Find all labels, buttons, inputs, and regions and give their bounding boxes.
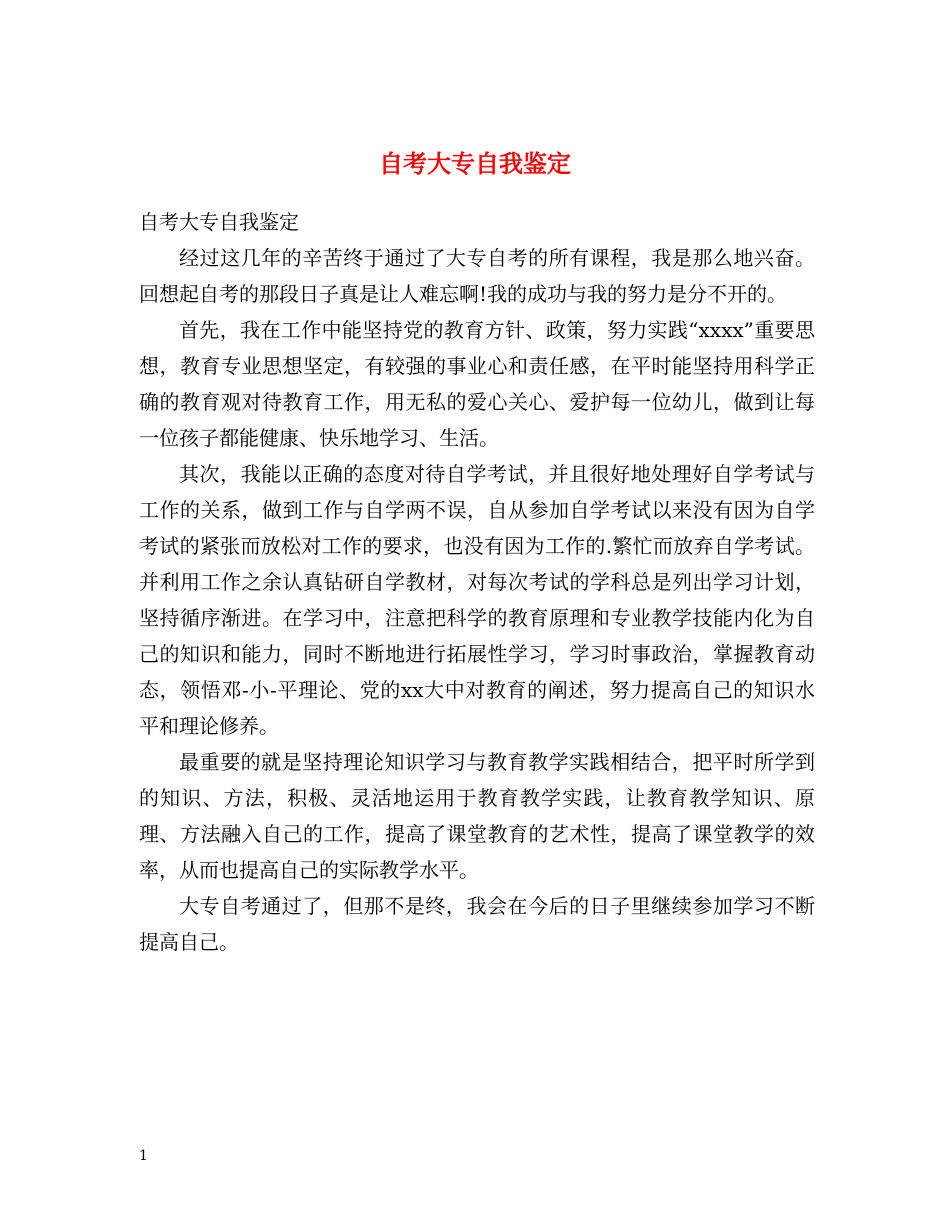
paragraph-5: 大专自考通过了，但那不是终，我会在今后的日子里继续参加学习不断提高自己。 xyxy=(139,894,815,954)
paragraph-3: 其次，我能以正确的态度对待自学考试，并且很好地处理好自学考试与工作的关系，做到工作与自学两不误，自从参加自学考试以来没有因为自学考试的紧张而放松对工作的要求，也没有因为工作的.繁忙而放弃自学考试。并利用工作之余认真钻研自学教材，对每次考试的学科总是列出学习计划，坚持循序渐进。在学习中，注意把科学的教育原理和专业教学技能内化为自己的知识和能力，同时不断地进行拓展性学习，学习时事政治，掌握教育动态，领悟邓-小-平理论、党的xx大中对教育的阐述，努力提高自己的知识水平和理论修养。 xyxy=(139,462,815,738)
paragraph-2: 首先，我在工作中能坚持党的教育方针、政策，努力实践“xxxx”重要思想，教育专业思想坚定，有较强的事业心和责任感，在平时能坚持用科学正确的教育观对待教育工作，用无私的爱心关心、爱护每一位幼儿，做到让每一位孩子都能健康、快乐地学习、生活。 xyxy=(139,318,815,450)
document-subtitle: 自考大专自我鉴定 xyxy=(139,210,299,234)
paragraph-4: 最重要的就是坚持理论知识学习与教育教学实践相结合，把平时所学到的知识、方法，积极、灵活地运用于教育教学实践，让教育教学知识、原理、方法融入自己的工作，提高了课堂教育的艺术性，提高了课堂教学的效率，从而也提高自己的实际教学水平。 xyxy=(139,750,815,882)
paragraph-1: 经过这几年的辛苦终于通过了大专自考的所有课程，我是那么地兴奋。回想起自考的那段日子真是让人难忘啊!我的成功与我的努力是分不开的。 xyxy=(139,246,815,306)
page-number: 1 xyxy=(139,1148,148,1164)
document-body xyxy=(139,204,815,960)
document-title: 自考大专自我鉴定 xyxy=(379,149,571,179)
